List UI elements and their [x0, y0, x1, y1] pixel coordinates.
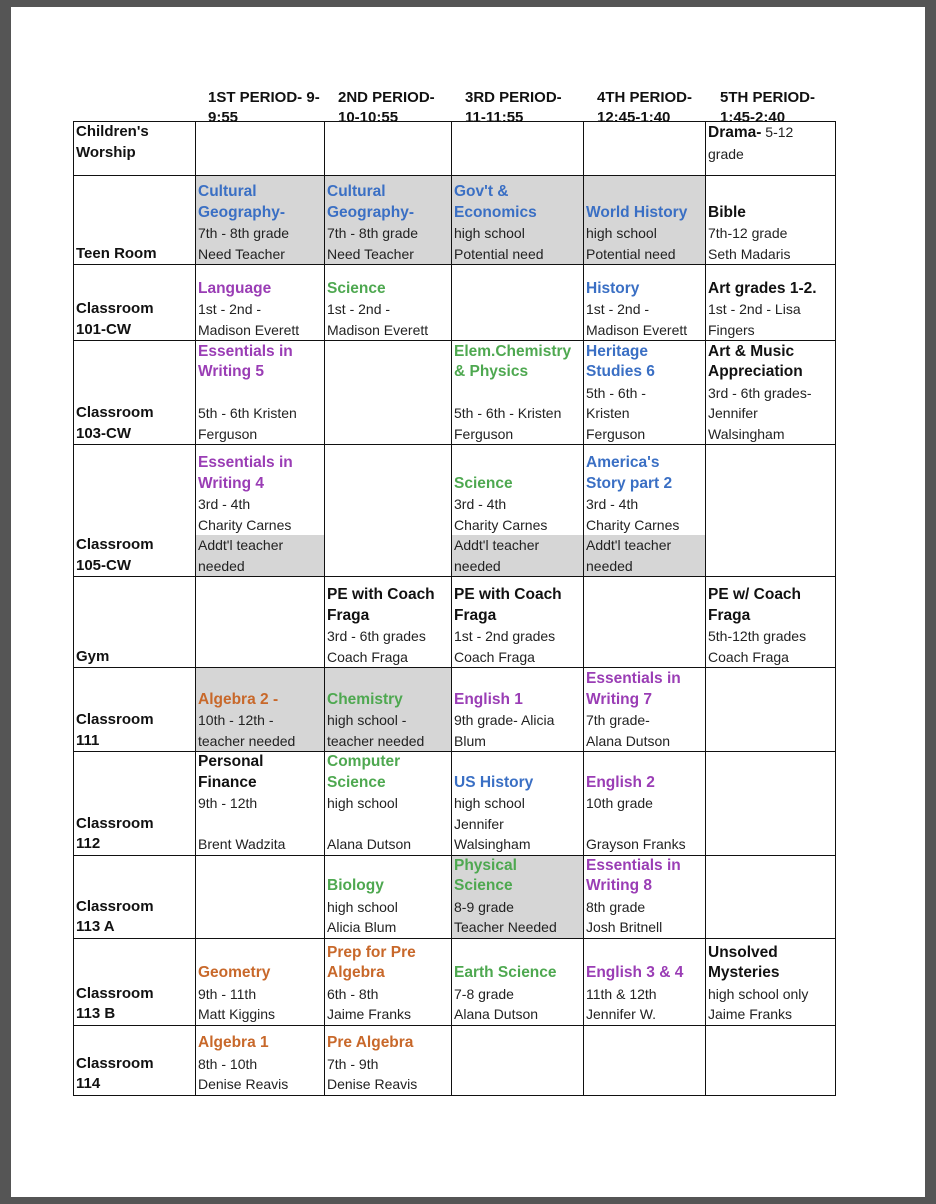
class-detail	[198, 814, 322, 835]
class-detail: Denise Reavis	[198, 1076, 289, 1092]
teacher-needed-note: Addt'l teacher needed	[452, 535, 583, 576]
teacher-needed-note: Addt'l teacher needed	[196, 535, 324, 576]
class-title: PE with Coach Fraga	[454, 586, 562, 624]
class-cell	[325, 122, 452, 176]
schedule-row	[74, 668, 836, 752]
class-cell	[196, 938, 325, 1025]
class-detail: 1st - 2nd grades	[454, 628, 556, 644]
class-detail: teacher needed	[327, 732, 425, 749]
period-header-5: 5TH PERIOD- 1:45-2:40	[720, 89, 816, 126]
class-detail: Charity Carnes	[198, 516, 292, 533]
class-detail: 1st - 2nd -	[586, 301, 650, 317]
class-cell	[584, 341, 706, 445]
class-cell	[196, 668, 325, 752]
class-detail: high school	[327, 795, 398, 811]
class-title: Unsolved Mysteries	[708, 943, 780, 981]
class-cell	[452, 1025, 584, 1095]
class-title: Algebra 2 -	[198, 690, 279, 708]
period-header-1: 1ST PERIOD- 9- 9:55	[208, 89, 320, 126]
class-detail: 1st - 2nd - Lisa	[708, 301, 801, 317]
class-detail: Madison Everett	[586, 321, 688, 338]
period-header-2: 2ND PERIOD- 10-10:55	[338, 89, 435, 126]
class-title: Essentials in Writing 5	[198, 342, 293, 380]
room-name: Teen Room	[74, 176, 196, 265]
class-detail: Charity Carnes	[586, 516, 680, 533]
class-detail: 5th - 6th - Kristen	[454, 405, 562, 421]
class-title: Gov't & Economics	[454, 183, 537, 221]
class-cell	[706, 265, 836, 341]
class-detail: 3rd - 4th	[454, 496, 507, 512]
class-detail: high school	[327, 898, 398, 915]
class-detail: Fingers	[708, 321, 755, 338]
schedule-row	[74, 855, 836, 938]
class-detail: 5th - 6th -	[586, 384, 646, 401]
class-title: Chemistry	[327, 690, 403, 708]
class-cell	[452, 668, 584, 752]
class-cell	[706, 855, 836, 938]
class-cell	[196, 176, 325, 265]
class-cell	[196, 752, 325, 856]
room-name: Classroom 111	[74, 668, 196, 752]
class-cell	[325, 938, 452, 1025]
class-title: PE w/ Coach Fraga	[708, 586, 802, 624]
class-cell	[325, 1025, 452, 1095]
class-detail: Need Teacher	[327, 245, 414, 262]
class-title: Physical Science	[454, 856, 517, 894]
schedule-row	[74, 265, 836, 341]
class-detail: 8th - 10th	[198, 1055, 258, 1072]
class-cell	[452, 445, 584, 577]
period-header-3: 3RD PERIOD- 11-11:55	[465, 89, 562, 126]
class-title: Biology	[327, 877, 384, 894]
class-title: America's Story part 2	[586, 454, 673, 492]
class-cell	[325, 445, 452, 577]
class-detail: 1st - 2nd -	[198, 301, 262, 317]
class-cell	[584, 176, 706, 265]
class-detail: Coach Fraga	[708, 648, 789, 665]
schedule-row	[74, 122, 836, 176]
class-title: Essentials in Writing 8	[586, 856, 681, 894]
class-title: Drama- 5-12 grade	[708, 124, 794, 162]
class-cell	[584, 938, 706, 1025]
class-cell	[584, 855, 706, 938]
class-detail: high school -	[327, 712, 407, 728]
class-title: English 1	[454, 690, 523, 708]
room-name: Gym	[74, 577, 196, 668]
class-title: Cultural Geography-	[327, 183, 414, 221]
class-cell	[706, 176, 836, 265]
class-cell	[706, 668, 836, 752]
class-detail: 7th - 8th grade	[198, 225, 290, 241]
room-name: Classroom 105-CW	[74, 445, 196, 577]
class-title: Science	[327, 279, 386, 297]
class-detail: Jennifer	[708, 405, 758, 421]
class-title: History	[586, 279, 640, 297]
class-cell	[584, 122, 706, 176]
class-detail: 7th grade-	[586, 712, 650, 728]
room-name: Children's Worship	[74, 122, 196, 176]
class-cell	[706, 445, 836, 577]
class-cell	[325, 176, 452, 265]
class-detail	[586, 814, 703, 835]
class-detail: high school	[586, 225, 657, 241]
class-cell	[196, 265, 325, 341]
class-detail	[327, 814, 449, 835]
class-cell	[325, 752, 452, 856]
class-detail: Walsingham	[708, 425, 785, 442]
class-cell	[706, 752, 836, 856]
class-title: Cultural Geography-	[198, 183, 285, 221]
class-detail: 3rd - 4th	[198, 496, 251, 512]
class-detail: Ferguson	[198, 425, 258, 442]
schedule-table	[73, 121, 836, 1096]
class-detail: 1st - 2nd -	[327, 301, 391, 317]
class-title: PE with Coach Fraga	[327, 586, 435, 624]
room-name: Classroom 113 B	[74, 938, 196, 1025]
class-detail: Charity Carnes	[454, 516, 548, 533]
class-detail: 7-8 grade	[454, 985, 514, 1002]
class-detail: Blum	[454, 732, 486, 749]
class-detail: Alana Dutson	[327, 836, 412, 852]
class-detail: high school only	[708, 985, 809, 1002]
class-cell	[706, 122, 836, 176]
class-cell	[706, 341, 836, 445]
class-detail: 11th & 12th	[586, 985, 657, 1002]
class-detail: 9th - 12th	[198, 795, 258, 811]
class-cell	[196, 122, 325, 176]
room-name: Classroom 113 A	[74, 855, 196, 938]
class-detail: Jaime Franks	[327, 1006, 412, 1022]
class-detail: Jennifer W.	[586, 1006, 657, 1022]
class-detail: 9th grade- Alicia	[454, 712, 555, 728]
class-title: Science	[454, 474, 513, 492]
class-detail: Alicia Blum	[327, 919, 397, 935]
class-title: Art grades 1-2.	[708, 279, 817, 297]
class-detail: Grayson Franks	[586, 836, 686, 852]
teacher-needed-note: Addt'l teacher needed	[584, 535, 705, 576]
class-cell	[452, 176, 584, 265]
class-detail: Kristen	[586, 405, 630, 421]
class-detail	[454, 383, 581, 404]
schedule-row	[74, 752, 836, 856]
class-detail: Coach Fraga	[454, 648, 535, 665]
class-detail: Jennifer	[454, 815, 504, 832]
class-cell	[325, 577, 452, 668]
class-detail: 3rd - 6th grades	[327, 628, 426, 644]
class-detail: 10th grade	[586, 795, 653, 811]
class-detail: 7th-12 grade	[708, 225, 788, 241]
class-detail: high school	[454, 225, 525, 241]
class-cell	[584, 1025, 706, 1095]
class-title: Essentials in Writing 7	[586, 670, 681, 708]
class-detail: 7th - 9th	[327, 1055, 379, 1072]
class-title: World History	[586, 203, 688, 221]
class-detail: Ferguson	[586, 425, 646, 442]
schedule-row	[74, 341, 836, 445]
class-title: US History	[454, 773, 534, 791]
class-title: Geometry	[198, 964, 271, 981]
class-detail: Potential need	[586, 245, 676, 262]
class-cell	[452, 122, 584, 176]
class-cell	[452, 938, 584, 1025]
class-detail: Need Teacher	[198, 245, 285, 262]
class-title: English 3 & 4	[586, 964, 684, 981]
period-header-4: 4TH PERIOD- 12:45-1:40	[597, 89, 693, 126]
class-title: Essentials in Writing 4	[198, 454, 293, 492]
class-cell	[325, 341, 452, 445]
class-cell	[706, 577, 836, 668]
class-detail: 6th - 8th	[327, 985, 379, 1002]
class-cell	[584, 668, 706, 752]
room-name: Classroom 114	[74, 1025, 196, 1095]
class-cell	[452, 752, 584, 856]
class-detail: 8th grade	[586, 898, 646, 915]
class-detail: 10th - 12th -	[198, 712, 274, 728]
class-cell	[196, 1025, 325, 1095]
class-cell	[196, 855, 325, 938]
class-detail: Madison Everett	[327, 321, 429, 338]
class-detail: 5th - 6th Kristen	[198, 405, 297, 421]
class-cell	[584, 445, 706, 577]
class-title: Heritage Studies 6	[586, 342, 655, 380]
class-detail: high school	[454, 795, 525, 811]
class-title: Elem.Chemistry & Physics	[454, 342, 572, 380]
class-detail: Brent Wadzita	[198, 836, 286, 852]
class-cell	[452, 341, 584, 445]
class-detail: 5th-12th grades	[708, 628, 807, 644]
class-title: Language	[198, 279, 272, 297]
room-name: Classroom 112	[74, 752, 196, 856]
class-detail: Madison Everett	[198, 321, 300, 338]
class-cell	[325, 668, 452, 752]
class-cell	[584, 265, 706, 341]
class-title: Pre Algebra	[327, 1034, 414, 1051]
class-cell	[325, 855, 452, 938]
class-title: Personal Finance	[198, 753, 264, 791]
class-title: Prep for Pre Algebra	[327, 943, 416, 981]
class-detail: Teacher Needed	[454, 919, 557, 935]
class-cell	[196, 445, 325, 577]
class-title: Earth Science	[454, 964, 557, 981]
class-detail: Seth Madaris	[708, 245, 791, 262]
class-cell	[706, 938, 836, 1025]
class-detail: teacher needed	[198, 732, 296, 749]
class-title: Art & Music Appreciation	[708, 342, 803, 380]
schedule-row	[74, 938, 836, 1025]
class-cell	[584, 577, 706, 668]
class-detail: 7th - 8th grade	[327, 225, 419, 241]
class-detail: Josh Britnell	[586, 919, 663, 935]
schedule-row	[74, 176, 836, 265]
schedule-row	[74, 1025, 836, 1095]
class-cell	[196, 577, 325, 668]
class-cell	[452, 265, 584, 341]
class-detail: Ferguson	[454, 425, 514, 442]
class-title: Bible	[708, 203, 746, 221]
class-detail: 3rd - 6th grades-	[708, 384, 812, 401]
schedule-row	[74, 445, 836, 577]
class-cell	[452, 577, 584, 668]
class-detail: Denise Reavis	[327, 1076, 418, 1092]
class-detail: Coach Fraga	[327, 648, 408, 665]
class-cell	[706, 1025, 836, 1095]
class-detail: Matt Kiggins	[198, 1006, 276, 1022]
room-name: Classroom 101-CW	[74, 265, 196, 341]
class-title: Algebra 1	[198, 1034, 269, 1051]
class-detail: Potential need	[454, 245, 544, 262]
class-detail: Alana Dutson	[586, 732, 671, 749]
class-cell	[196, 341, 325, 445]
class-detail: 9th - 11th	[198, 985, 257, 1002]
class-detail: Alana Dutson	[454, 1006, 539, 1022]
class-detail	[198, 383, 322, 404]
class-cell	[452, 855, 584, 938]
class-cell	[325, 265, 452, 341]
class-detail: 8-9 grade	[454, 898, 514, 915]
class-title: Computer Science	[327, 753, 401, 791]
schedule-row	[74, 577, 836, 668]
class-detail: 3rd - 4th	[586, 496, 639, 512]
class-cell	[584, 752, 706, 856]
class-detail: Walsingham	[454, 836, 531, 852]
class-title: English 2	[586, 773, 655, 791]
room-name: Classroom 103-CW	[74, 341, 196, 445]
class-detail: Jaime Franks	[708, 1006, 793, 1022]
